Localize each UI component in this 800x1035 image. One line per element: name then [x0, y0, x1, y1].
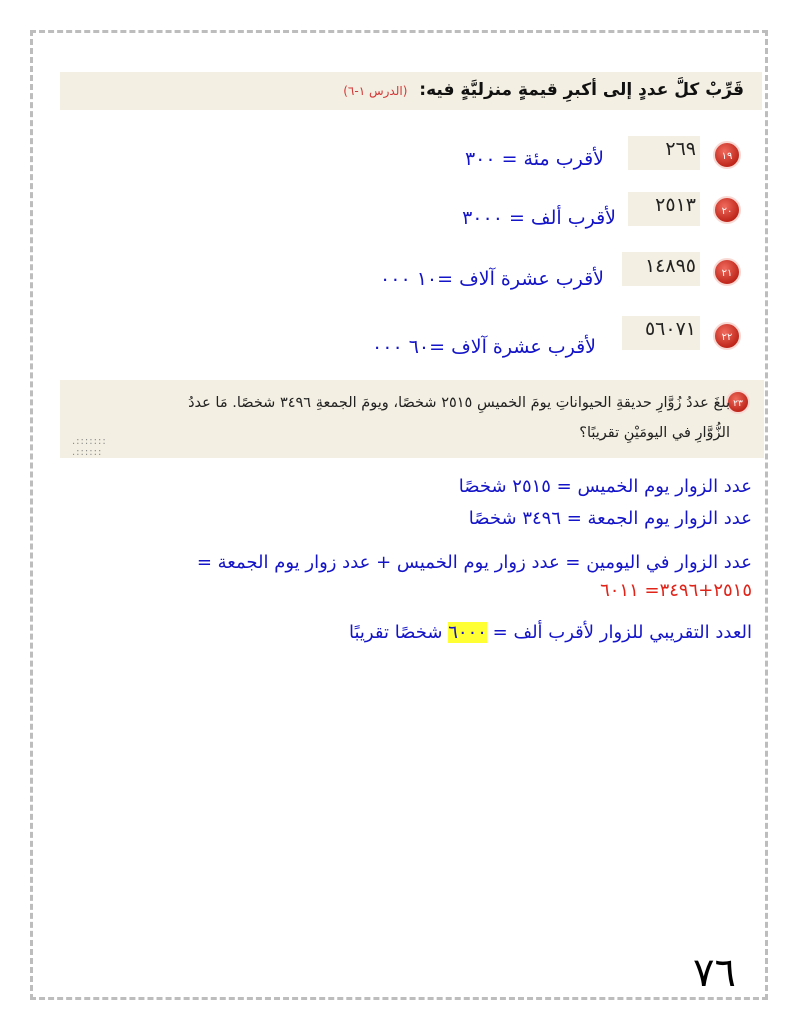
instruction-title: قَرِّبْ كلَّ عددٍ إلى أكبرِ قيمةٍ منزليَّةٍ فيه:	[419, 80, 744, 100]
rounding-answer: لأقرب عشرة آلاف =١٠ ٠٠٠	[380, 268, 604, 290]
approx-value-highlight: ٦٠٠٠	[448, 622, 487, 643]
approx-prefix: العدد التقريبي للزوار لأقرب ألف =	[492, 622, 752, 643]
approx-suffix: شخصًا تقريبًا	[349, 622, 443, 643]
solution-thursday: عدد الزوار يوم الخميس = ٢٥١٥ شخصًا	[458, 476, 752, 497]
given-number: ٢٥١٣	[655, 194, 696, 216]
page-number: ٧٦	[693, 950, 736, 996]
solution-approximation	[349, 622, 752, 643]
rounding-answer: لأقرب مئة = ٣٠٠	[464, 148, 604, 170]
instruction-header	[343, 80, 744, 100]
rounding-answer: لأقرب ألف = ٣٠٠٠	[462, 207, 616, 229]
given-number: ٥٦٠٧١	[644, 318, 696, 340]
solution-friday: عدد الزوار يوم الجمعة = ٣٤٩٦ شخصًا	[468, 508, 752, 529]
exercise-badge: ٢٠	[713, 196, 741, 224]
given-number: ٢٦٩	[665, 138, 696, 160]
exercise-badge: ١٩	[713, 141, 741, 169]
given-number: ١٤٨٩٥	[644, 255, 696, 277]
exercise-badge: ٢٣	[726, 390, 750, 414]
solution-sum: عدد الزوار في اليومين = عدد زوار يوم الخميس + عدد زوار يوم الجمعة =	[196, 552, 752, 573]
exercise-badge: ٢٢	[713, 322, 741, 350]
solution-calculation: ٢٥١٥+٣٤٩٦= ٦٠١١	[600, 580, 752, 601]
word-problem-line: الزُّوَّارِ في اليومَيْنِ تقريبًا؟	[579, 425, 730, 441]
lesson-reference: (الدرس ١-٦)	[343, 84, 408, 98]
word-problem-line: بلغَ عددُ زُوَّارِ حديقةِ الحيواناتِ يومَ الخميسِ ٢٥١٥ شخصًا، ويومَ الجمعةِ ٣٤٩٦ شخصًا. مَا عددُ	[188, 395, 730, 411]
exercise-badge: ٢١	[713, 258, 741, 286]
rounding-answer: لأقرب عشرة آلاف =٦٠ ٠٠٠	[372, 336, 596, 358]
dots-decoration: .::::::: .::::::	[72, 436, 107, 458]
